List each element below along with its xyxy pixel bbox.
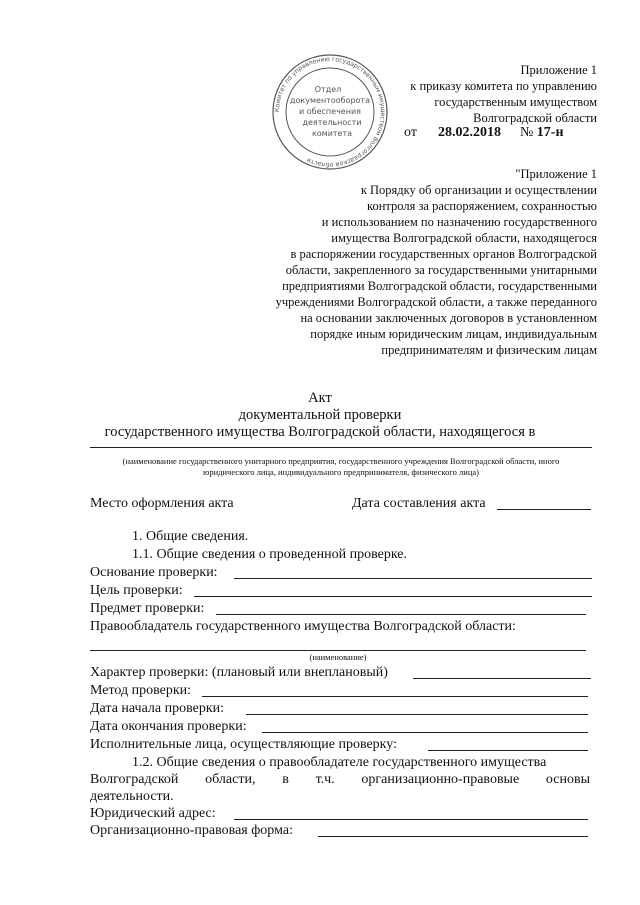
performers-label: Исполнительные лица, осуществляющие проверку: xyxy=(90,737,397,752)
appendix-line: и использованием по назначению государственного xyxy=(321,215,597,229)
subject-line xyxy=(216,614,586,615)
stamp-line-2: документооборота xyxy=(290,96,370,105)
character-label: Характер проверки: (плановый или внеплановый) xyxy=(90,665,388,680)
holder-label: Правообладатель государственного имущества Волгоградской области: xyxy=(90,619,516,634)
appendix-line: к Порядку об организации и осуществлении xyxy=(360,183,597,197)
stamp-line-4: деятельности xyxy=(302,118,362,127)
performers-line xyxy=(428,750,588,751)
section-1-2-word: организационно-правовые xyxy=(361,772,520,787)
start-date-label: Дата начала проверки: xyxy=(90,701,225,716)
act-subtitle: документальной проверки xyxy=(238,407,402,423)
act-subtitle-2: государственного имущества Волгоградской области, находящегося в xyxy=(104,424,536,440)
org-name-line xyxy=(90,447,592,448)
section-1-2-word: Волгоградской xyxy=(90,772,179,787)
legal-address-line xyxy=(234,819,588,820)
section-1-1-heading: 1.1. Общие сведения о проведенной проверке. xyxy=(132,547,408,562)
goal-label: Цель проверки: xyxy=(90,583,183,598)
appendix-line: "Приложение 1 xyxy=(515,167,597,181)
section-1-2-line-2 xyxy=(90,771,590,788)
end-date-line xyxy=(262,732,588,733)
appendix-line: в распоряжении государственных органов Волгоградской xyxy=(290,247,597,261)
stamp-ring-text: Комитет по управлению государственным имуществом Волгоградской области xyxy=(273,55,387,169)
org-form-line xyxy=(318,836,588,837)
appendix-line: учреждениями Волгоградской области, а также переданного xyxy=(275,295,597,309)
header-line-4: Волгоградской области xyxy=(473,111,597,125)
appendix-line: предпринимателям и физическим лицам xyxy=(381,343,597,357)
method-line xyxy=(202,696,588,697)
section-1-2-word: т.ч. xyxy=(315,772,335,787)
goal-line xyxy=(194,596,592,597)
order-date-line xyxy=(404,124,564,142)
subject-label: Предмет проверки: xyxy=(90,601,205,616)
character-line xyxy=(413,678,591,679)
order-date: 28.02.2018 xyxy=(437,125,501,140)
section-1-2-word: области, xyxy=(205,772,256,787)
method-label: Метод проверки: xyxy=(90,683,192,698)
appendix-line: контроля за распоряжением, сохранностью xyxy=(367,199,597,213)
date-prefix: от xyxy=(404,125,417,140)
office-stamp xyxy=(270,52,390,172)
section-1-heading: 1. Общие сведения. xyxy=(132,529,249,544)
header-line-3: государственным имуществом xyxy=(434,95,597,109)
appendix-line: области, закрепленного за государственными унитарными xyxy=(285,263,597,277)
org-name-note: (наименование государственного унитарного предприятия, государственного учреждения Волгоградской области, иного xyxy=(122,456,560,466)
stamp-line-3: и обеспечения xyxy=(299,107,361,116)
number-prefix: № xyxy=(519,125,534,140)
basis-line xyxy=(234,578,592,579)
stamp-line-5: комитета xyxy=(311,129,353,138)
holder-line xyxy=(90,650,586,651)
appendix-line: предприятиями Волгоградской области, государственными xyxy=(282,279,597,293)
appendix-line: порядке иным юридическим лицам, индивидуальным xyxy=(310,327,597,341)
holder-name-note: (наименование) xyxy=(309,652,367,662)
start-date-line xyxy=(246,714,588,715)
section-1-2-word: основы xyxy=(545,772,590,787)
appendix-line: на основании заключенных договоров в установленном xyxy=(300,311,597,325)
act-title: Акт xyxy=(308,390,332,406)
section-1-2-line-3: деятельности. xyxy=(90,789,174,804)
section-1-2-heading: 1.2. Общие сведения о правообладателе государственного имущества xyxy=(132,755,547,770)
header-line-2: к приказу комитета по управлению xyxy=(410,79,597,93)
date-label: Дата составления акта xyxy=(352,496,486,511)
org-form-label: Организационно-правовая форма: xyxy=(90,823,293,838)
basis-label: Основание проверки: xyxy=(90,565,218,580)
section-1-2-word: в xyxy=(282,772,289,787)
appendix-line: имущества Волгоградской области, находящегося xyxy=(331,231,597,245)
place-label: Место оформления акта xyxy=(90,496,234,511)
org-name-note-2: юридического лица, индивидуального предпринимателя, физического лица) xyxy=(203,467,479,477)
header-line-1: Приложение 1 xyxy=(520,63,597,77)
date-line xyxy=(497,509,591,510)
legal-address-label: Юридический адрес: xyxy=(90,806,216,821)
stamp-line-1: Отдел xyxy=(314,85,342,94)
order-number: 17-н xyxy=(536,125,564,140)
end-date-label: Дата окончания проверки: xyxy=(90,719,247,734)
